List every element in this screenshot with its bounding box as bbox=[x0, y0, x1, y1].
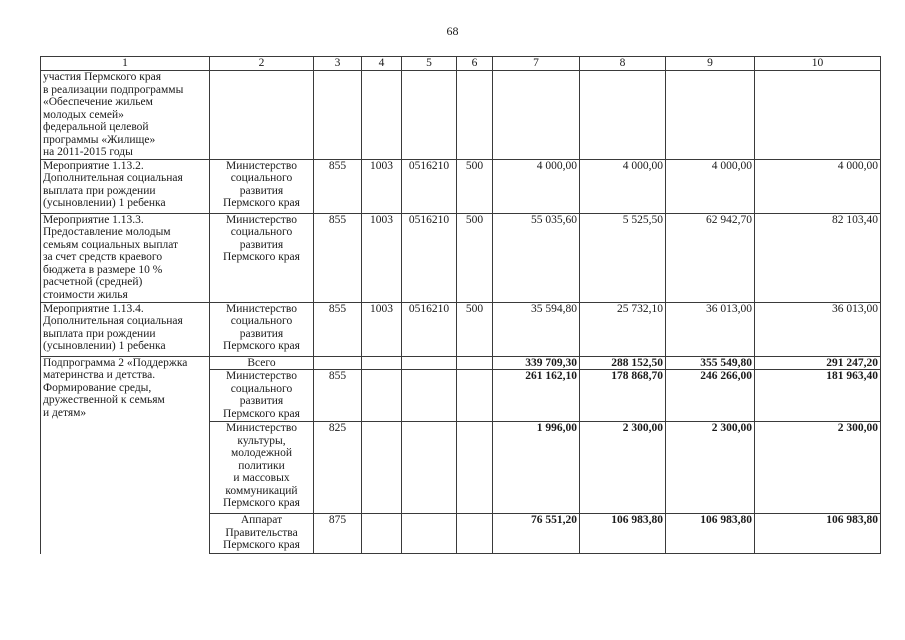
row-code bbox=[314, 356, 362, 370]
row-value-10: 2 300,00 bbox=[755, 422, 881, 514]
row-value-7: 1 996,00 bbox=[493, 422, 580, 514]
row-value-9: 246 266,00 bbox=[666, 370, 755, 422]
row-code: 825 bbox=[314, 422, 362, 514]
row-value-10: 4 000,00 bbox=[755, 159, 881, 213]
row-value-7: 76 551,20 bbox=[493, 514, 580, 554]
header-row bbox=[41, 57, 881, 71]
row-value-8: 106 983,80 bbox=[580, 514, 666, 554]
empty-cell bbox=[402, 422, 457, 514]
column-header: 10 bbox=[755, 57, 881, 71]
row-value-7 bbox=[493, 71, 580, 160]
column-header: 2 bbox=[210, 57, 314, 71]
row-article: 0516210 bbox=[402, 159, 457, 213]
row-value-9: 106 983,80 bbox=[666, 514, 755, 554]
row-description: Мероприятие 1.13.4. Дополнительная социальная выплата при рождении (усыновлении) 1 ребенка bbox=[41, 302, 210, 356]
row-value-7: 261 162,10 bbox=[493, 370, 580, 422]
row-value-8 bbox=[580, 71, 666, 160]
row-expense-type: 500 bbox=[457, 302, 493, 356]
budget-table bbox=[40, 56, 881, 554]
column-header: 6 bbox=[457, 57, 493, 71]
row-code: 855 bbox=[314, 159, 362, 213]
row-value-7: 55 035,60 bbox=[493, 213, 580, 302]
row-organization bbox=[210, 71, 314, 160]
row-organization: Министерство социального развития Пермского края bbox=[210, 302, 314, 356]
total-value-7: 339 709,30 bbox=[493, 356, 580, 370]
row-value-8: 5 525,50 bbox=[580, 213, 666, 302]
empty-cell bbox=[362, 422, 402, 514]
row-code: 875 bbox=[314, 514, 362, 554]
row-value-8: 2 300,00 bbox=[580, 422, 666, 514]
row-value-10: 181 963,40 bbox=[755, 370, 881, 422]
row-section bbox=[362, 71, 402, 160]
row-organization: Аппарат Правительства Пермского края bbox=[210, 514, 314, 554]
empty-cell bbox=[362, 356, 402, 370]
row-section: 1003 bbox=[362, 213, 402, 302]
row-organization: Министерство социального развития Пермского края bbox=[210, 370, 314, 422]
row-value-9: 4 000,00 bbox=[666, 159, 755, 213]
row-description: участия Пермского края в реализации подпрограммы «Обеспечение жильем молодых семей» федеральной целевой программы «Жилище» на 2011-2015 годы bbox=[41, 71, 210, 160]
row-value-9 bbox=[666, 71, 755, 160]
empty-cell bbox=[362, 514, 402, 554]
empty-cell bbox=[457, 370, 493, 422]
row-code bbox=[314, 71, 362, 160]
table-row bbox=[41, 302, 881, 356]
row-value-10 bbox=[755, 71, 881, 160]
empty-cell bbox=[362, 370, 402, 422]
row-value-8: 4 000,00 bbox=[580, 159, 666, 213]
row-value-7: 4 000,00 bbox=[493, 159, 580, 213]
row-value-9: 36 013,00 bbox=[666, 302, 755, 356]
row-article: 0516210 bbox=[402, 213, 457, 302]
row-value-10: 106 983,80 bbox=[755, 514, 881, 554]
row-code: 855 bbox=[314, 213, 362, 302]
empty-cell bbox=[457, 422, 493, 514]
row-organization: Министерство социального развития Пермского края bbox=[210, 159, 314, 213]
row-value-9: 2 300,00 bbox=[666, 422, 755, 514]
column-header: 4 bbox=[362, 57, 402, 71]
empty-cell bbox=[402, 514, 457, 554]
row-code: 855 bbox=[314, 302, 362, 356]
row-expense-type: 500 bbox=[457, 159, 493, 213]
total-value-10: 291 247,20 bbox=[755, 356, 881, 370]
row-article bbox=[402, 71, 457, 160]
empty-cell bbox=[402, 370, 457, 422]
empty-cell bbox=[402, 356, 457, 370]
subprogram-total-row bbox=[41, 356, 881, 370]
row-value-10: 36 013,00 bbox=[755, 302, 881, 356]
total-value-9: 355 549,80 bbox=[666, 356, 755, 370]
row-section: 1003 bbox=[362, 159, 402, 213]
row-expense-type bbox=[457, 71, 493, 160]
column-header: 8 bbox=[580, 57, 666, 71]
row-value-8: 25 732,10 bbox=[580, 302, 666, 356]
row-organization: Министерство социального развития Пермского края bbox=[210, 213, 314, 302]
row-value-8: 178 868,70 bbox=[580, 370, 666, 422]
total-value-8: 288 152,50 bbox=[580, 356, 666, 370]
page-number: 68 bbox=[446, 24, 459, 38]
column-header: 7 bbox=[493, 57, 580, 71]
column-header: 1 bbox=[41, 57, 210, 71]
row-organization: Министерство культуры, молодежной политики и массовых коммуникаций Пермского края bbox=[210, 422, 314, 514]
row-value-10: 82 103,40 bbox=[755, 213, 881, 302]
column-header: 3 bbox=[314, 57, 362, 71]
table-row bbox=[41, 159, 881, 213]
subprogram-total-label: Всего bbox=[210, 356, 314, 370]
column-header: 5 bbox=[402, 57, 457, 71]
row-value-9: 62 942,70 bbox=[666, 213, 755, 302]
row-expense-type: 500 bbox=[457, 213, 493, 302]
subprogram-description: Подпрограмма 2 «Поддержка материнства и детства. Формирование среды, дружественной к семьям и детям» bbox=[41, 356, 210, 554]
table-row bbox=[41, 213, 881, 302]
column-header: 9 bbox=[666, 57, 755, 71]
row-article: 0516210 bbox=[402, 302, 457, 356]
row-code: 855 bbox=[314, 370, 362, 422]
row-description: Мероприятие 1.13.2. Дополнительная социальная выплата при рождении (усыновлении) 1 ребенка bbox=[41, 159, 210, 213]
row-value-7: 35 594,80 bbox=[493, 302, 580, 356]
table-row bbox=[41, 71, 881, 160]
empty-cell bbox=[457, 514, 493, 554]
row-description: Мероприятие 1.13.3. Предоставление молодым семьям социальных выплат за счет средств краевого бюджета в размере 10 % расчетной (средней) стоимости жилья bbox=[41, 213, 210, 302]
row-section: 1003 bbox=[362, 302, 402, 356]
empty-cell bbox=[457, 356, 493, 370]
